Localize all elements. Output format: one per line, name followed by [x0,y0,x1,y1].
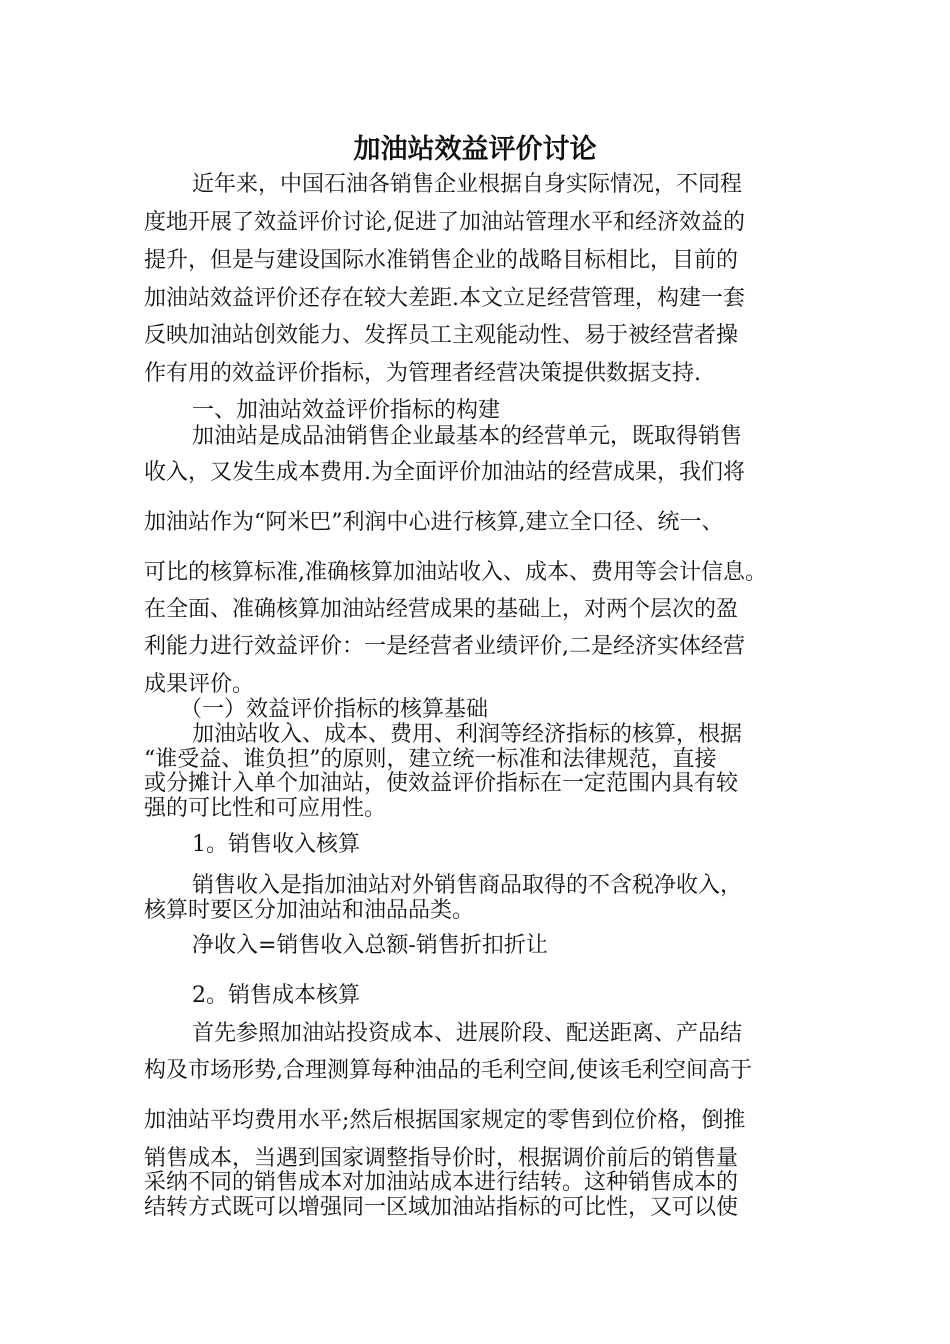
paragraph-line: 加油站收入、成本、费用、利润等经济指标的核算，根据 [192,722,743,747]
paragraph-line: 首先参照加油站投资成本、进展阶段、配送距离、产品结 [192,1021,743,1046]
paragraph-line: 反映加油站创效能力、发挥员工主观能动性、易于被经营者操 [144,323,739,348]
paragraph-line: “谁受益、谁负担”的原则，建立统一标准和法律规范，直接 [144,747,717,772]
paragraph-line: 可比的核算标准,准确核算加油站收入、成本、费用等会计信息。 [144,560,767,585]
subsection-heading: （一）效益评价指标的核算基础 [180,697,489,722]
formula-line: 净收入=销售收入总额-销售折扣折让 [192,933,548,958]
paragraph-line: 强的可比性和可应用性。 [144,796,387,821]
paragraph-line: 销售收入是指加油站对外销售商品取得的不含税净收入， [192,873,743,898]
paragraph-line: 销售成本，当遇到国家调整指导价时，根据调价前后的销售量 [144,1146,739,1171]
item-heading: 2。销售成本核算 [192,983,360,1008]
paragraph-line: 作有用的效益评价指标，为管理者经营决策提供数据支持. [144,361,701,386]
paragraph-line: 成果评价。 [144,672,255,697]
item-heading: 1。销售收入核算 [192,832,360,857]
paragraph-line: 构及市场形势,合理测算每种油品的毛利空间,使该毛利空间高于 [144,1058,752,1083]
document-title: 加油站效益评价讨论 [353,134,597,165]
paragraph-line: 度地开展了效益评价讨论,促进了加油站管理水平和经济效益的 [144,210,745,235]
section-heading: 一、加油站效益评价指标的构建 [192,398,501,423]
paragraph-line: 核算时要区分加油站和油品品类。 [144,898,475,923]
paragraph-line: 结转方式既可以增强同一区域加油站指标的可比性，又可以使 [144,1195,739,1220]
paragraph-line: 或分摊计入单个加油站，使效益评价指标在一定范围内具有较 [144,771,739,796]
paragraph-line: 加油站平均费用水平;然后根据国家规定的零售到位价格，倒推 [144,1108,746,1133]
paragraph-line: 加油站效益评价还存在较大差距.本文立足经营管理，构建一套 [144,286,745,311]
paragraph-line: 利能力进行效益评价：一是经营者业绩评价,二是经济实体经营 [144,634,745,659]
paragraph-line: 采纳不同的销售成本对加油站成本进行结转。这种销售成本的 [144,1170,739,1195]
paragraph-line: 加油站作为“阿米巴”利润中心进行核算,建立全口径、统一、 [144,510,724,535]
paragraph-line: 加油站是成品油销售企业最基本的经营单元，既取得销售 [192,424,743,449]
paragraph-line: 收入，又发生成本费用.为全面评价加油站的经营成果，我们将 [144,460,745,485]
paragraph-line: 提升，但是与建设国际水准销售企业的战略目标相比，目前的 [144,248,739,273]
paragraph-line: 在全面、准确核算加油站经营成果的基础上，对两个层次的盈 [144,597,739,622]
paragraph-line: 近年来，中国石油各销售企业根据自身实际情况，不同程 [192,172,743,197]
